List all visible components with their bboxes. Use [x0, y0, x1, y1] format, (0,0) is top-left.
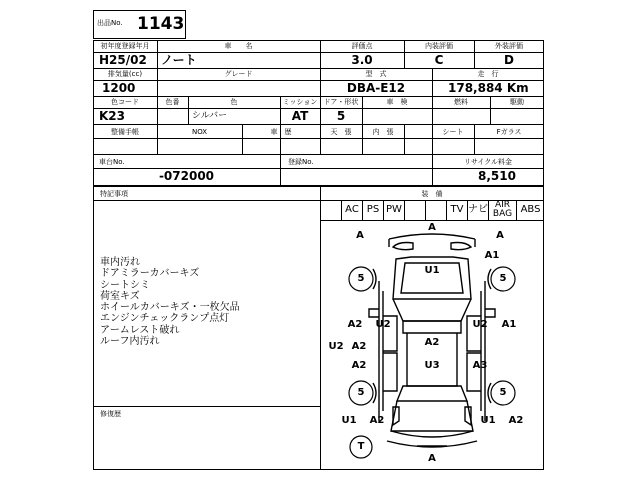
mark-rear-bumper: A	[428, 453, 436, 464]
exterior-value: D	[504, 53, 514, 67]
nox-label: NOX	[191, 128, 208, 136]
lot-number-value: 1143	[137, 14, 185, 34]
score-label: 評価点	[351, 42, 373, 50]
mark-right-headlamp: A1	[484, 250, 500, 261]
mark-spare-tire: T	[357, 441, 365, 452]
exterior-label: 外装評価	[495, 42, 523, 50]
mark-rear-left-a: A2	[369, 415, 385, 426]
equip-ps: PS	[362, 200, 383, 220]
chassis-no-label: 車台No.	[99, 158, 125, 166]
equip-navi: ナビ	[467, 200, 488, 220]
mark-roof-lower: U3	[424, 360, 440, 371]
displacement-label: 排気量(cc)	[107, 70, 143, 78]
mark-left-rear-door: A2	[351, 360, 367, 371]
interior-value: C	[434, 53, 444, 67]
remark-item: エンジンチェックランプ点灯	[100, 313, 230, 325]
f-glass-label: Fガラス	[496, 128, 522, 136]
year-value: H25/02	[99, 53, 147, 67]
remark-item: シートシミ	[100, 279, 150, 291]
chassis-no-value: -072000	[158, 169, 215, 183]
lot-number-label: 出品No.	[97, 19, 123, 27]
notes-label: 特記事項	[100, 190, 128, 198]
equip-tv: TV	[446, 200, 467, 220]
fuel-label: 燃料	[454, 98, 468, 106]
remark-item: アームレスト破れ	[100, 324, 180, 336]
seat-label: シート	[442, 128, 464, 136]
car-name-label: 車 名	[224, 42, 253, 50]
equip-ac: AC	[341, 200, 362, 220]
displacement-value: 1200	[102, 81, 136, 95]
remark-item: ホイールカバーキズ・一枚欠品	[100, 302, 240, 314]
year-label: 初年度登録年月	[100, 42, 150, 50]
inspection-label: 車 検	[386, 98, 408, 106]
remark-item: ルーフ内汚れ	[100, 336, 160, 348]
mark-rear-right-a: A2	[508, 415, 524, 426]
sunroof-label: 天 張	[330, 128, 352, 136]
equip-pw: PW	[383, 200, 404, 220]
doors-label: ドア・形状	[323, 98, 359, 106]
interior-label: 内装評価	[425, 42, 453, 50]
equipment-label: 装 備	[421, 190, 443, 198]
mark-rear-left-wheel: 5	[357, 387, 365, 398]
mission-label: ミッション	[282, 98, 318, 106]
remarks-list	[100, 257, 240, 347]
color-value: シルバー	[192, 111, 228, 121]
equip-abs: ABS	[516, 200, 544, 220]
mark-front-right-corner: A	[496, 230, 504, 241]
equip-blank-2	[425, 200, 446, 220]
recycle-value: 8,510	[478, 169, 516, 183]
mileage-value: 178,884 Km	[448, 81, 529, 95]
mark-left-front-door: A2	[347, 319, 363, 330]
remark-item: 荷室キズ	[100, 290, 140, 302]
equip-airbag: AIR BAG	[488, 200, 516, 220]
mark-right-front-door-inner: U2	[472, 319, 488, 330]
history-label: 車 歴	[270, 128, 292, 136]
mission-value: AT	[291, 109, 309, 123]
reg-no-label: 登録No.	[288, 158, 314, 166]
mark-left-front-door-inner: U2	[375, 319, 391, 330]
score-value: 3.0	[351, 53, 373, 67]
model-value: DBA-E12	[346, 81, 406, 95]
interior-trim-label: 内 張	[372, 128, 394, 136]
mark-rear-right-wheel: 5	[499, 387, 507, 398]
repair-label: 修復歴	[100, 410, 121, 418]
equip-blank-1	[404, 200, 425, 220]
mark-front-right-wheel: 5	[499, 273, 507, 284]
color-label: 色	[230, 98, 238, 106]
maintenance-label: 整備手帳	[111, 128, 139, 136]
color-code-value: K23	[99, 109, 125, 123]
mark-hood: U1	[424, 265, 440, 276]
mark-right-front-door: A1	[501, 319, 517, 330]
recycle-label: リサイクル料金	[463, 158, 513, 166]
model-label: 型 式	[365, 70, 387, 78]
color-code-label: 色コード	[111, 98, 139, 106]
mark-rear-right-u: U1	[480, 415, 496, 426]
mark-front-bumper: A	[428, 222, 436, 233]
drive-label: 駆動	[510, 98, 524, 106]
mark-roof: A2	[424, 337, 440, 348]
car-name-value: ノート	[161, 53, 197, 67]
remark-item: ドアミラーカバーキズ	[100, 268, 200, 280]
mileage-label: 走 行	[477, 70, 499, 78]
mark-right-rear-door: A3	[472, 360, 488, 371]
grade-label: グレード	[224, 70, 253, 78]
doors-value: 5	[336, 109, 346, 123]
mark-left-side-u: U2	[328, 341, 344, 352]
mark-left-rear-door-upper: A2	[351, 341, 367, 352]
mark-front-left-wheel: 5	[357, 273, 365, 284]
mark-front-left-corner: A	[356, 230, 364, 241]
color-no-label: 色番	[165, 98, 180, 106]
mark-rear-left-u: U1	[341, 415, 357, 426]
remark-item: 車内汚れ	[100, 257, 140, 268]
